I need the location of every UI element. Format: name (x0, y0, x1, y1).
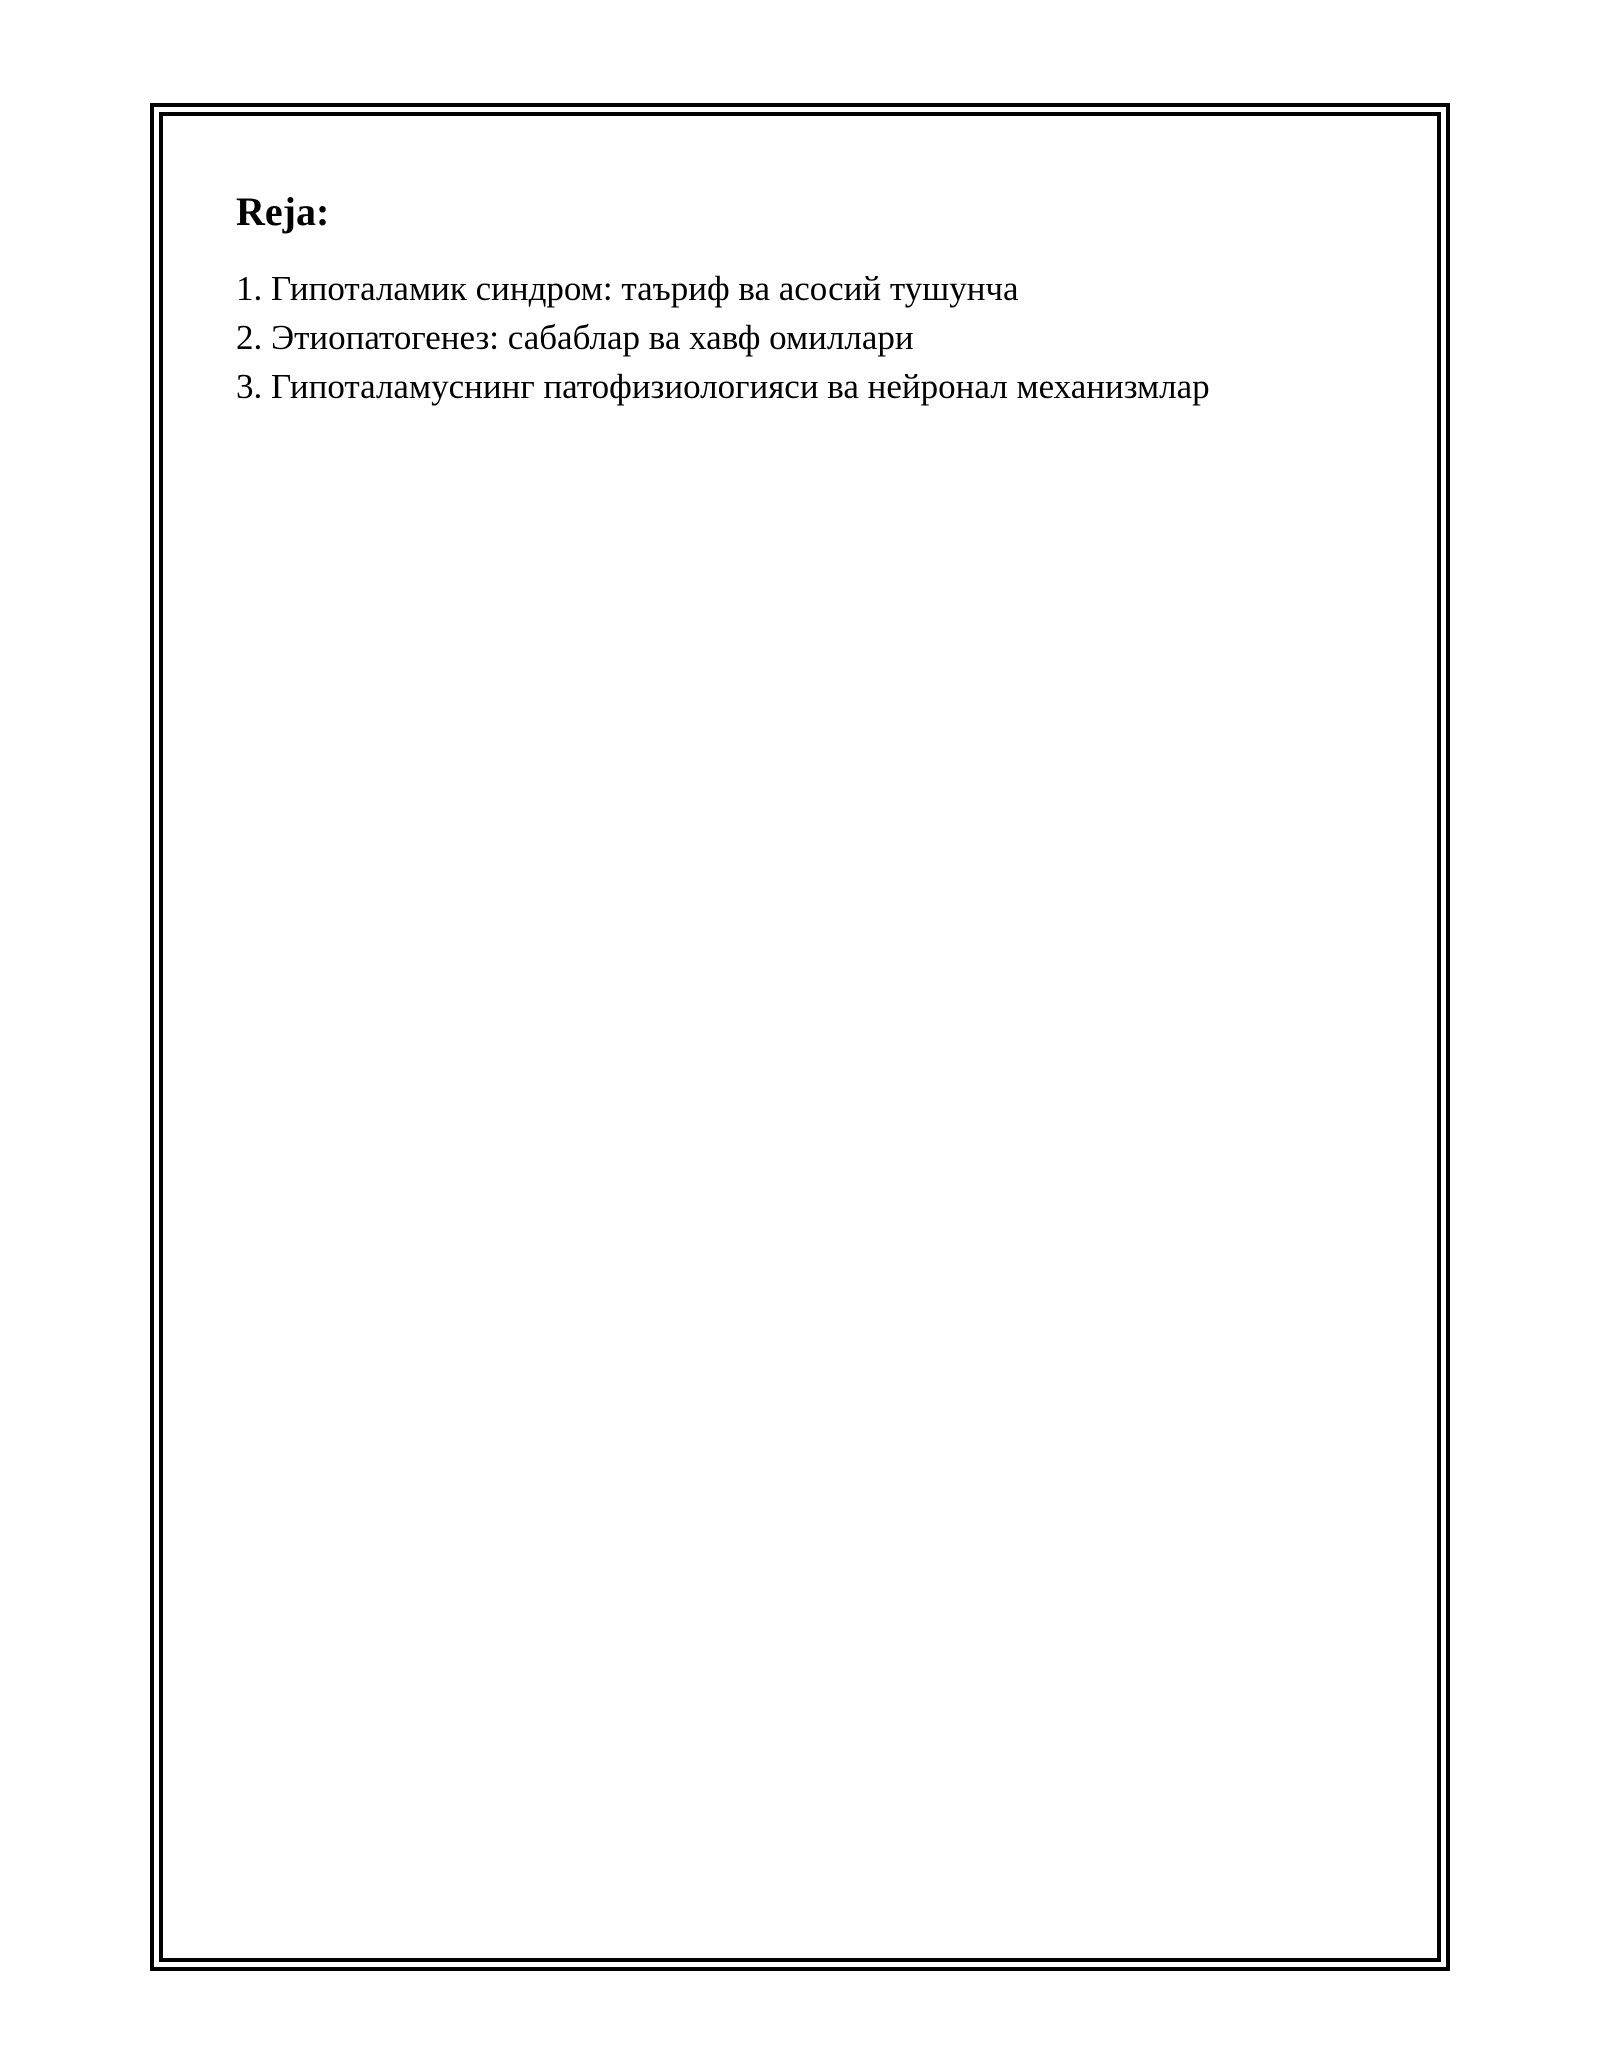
plan-heading: Reja: (236, 189, 330, 234)
plan-list (236, 264, 1356, 411)
plan-item-3: 3. Гипоталамуснинг патофизиологияси ва нейронал механизмлар (236, 367, 1210, 406)
page-content (236, 188, 1356, 411)
plan-item-2: 2. Этиопатогенез: сабаблар ва хавф омиллари (236, 318, 914, 357)
plan-item-1: 1. Гипоталамик синдром: таъриф ва асосий тушунча (236, 269, 1019, 308)
